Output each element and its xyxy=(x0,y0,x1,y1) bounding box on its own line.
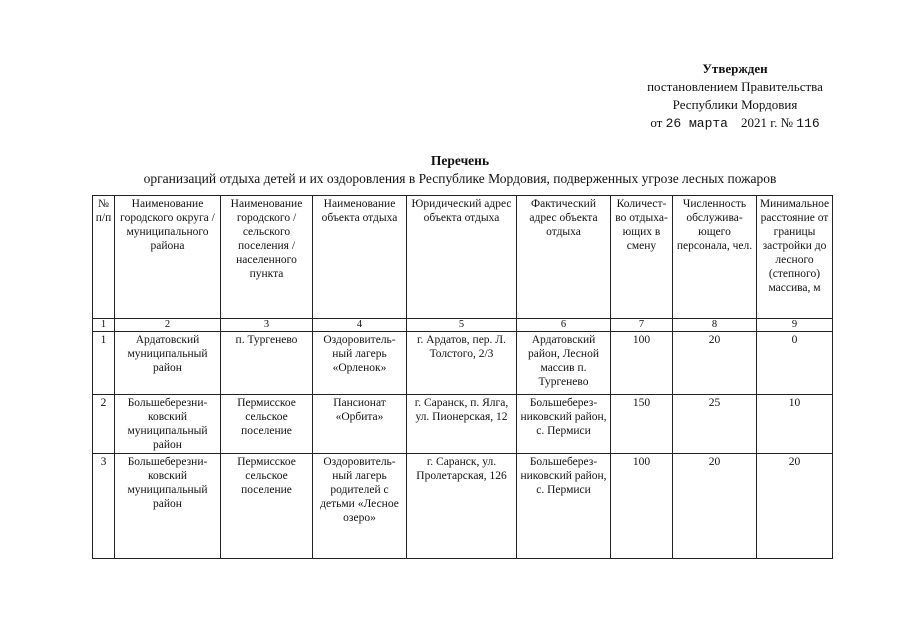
settlement-cell: Пермисское сельское поселение xyxy=(221,395,313,454)
settlement-cell: Пермисское сельское поселение xyxy=(221,454,313,559)
approval-line-2: Республики Мордовия xyxy=(672,97,798,112)
table-header-cell: Наименование городского округа / муниципального района xyxy=(115,196,221,319)
table-header-cell: Наименование городского / сельского поселения / населенного пункта xyxy=(221,196,313,319)
facility-name-cell: Пансионат «Орбита» xyxy=(313,395,407,454)
approval-date-line xyxy=(600,114,870,133)
actual-address-cell: Большеберез-никовский район, с. Пермиси xyxy=(517,454,611,559)
table-header-cell: Наименование объекта отдыха xyxy=(313,196,407,319)
staff-cell: 25 xyxy=(673,395,757,454)
table-header-cell: Количест-во отдыха-ющих в смену xyxy=(611,196,673,319)
column-number-row xyxy=(93,319,833,332)
approval-date-prefix: от xyxy=(650,115,663,130)
document-title: Перечень xyxy=(430,153,490,168)
column-number: 8 xyxy=(673,319,757,332)
approval-stamp xyxy=(600,60,870,133)
approval-date-day-month: 26 марта xyxy=(665,116,728,131)
table-header-cell: Фактический адрес объекта отдыха xyxy=(517,196,611,319)
document-title-block xyxy=(60,152,860,188)
table-row xyxy=(93,454,833,559)
column-number: 9 xyxy=(757,319,833,332)
staff-cell: 20 xyxy=(673,454,757,559)
distance-cell: 10 xyxy=(757,395,833,454)
table-header-cell: № п/п xyxy=(93,196,115,319)
approval-title: Утвержден xyxy=(702,61,768,76)
table-header-cell: Численность обслужива-ющего персонала, чел. xyxy=(673,196,757,319)
distance-cell: 0 xyxy=(757,332,833,395)
facility-name-cell: Оздоровитель-ный лагерь «Орленок» xyxy=(313,332,407,395)
column-number: 1 xyxy=(93,319,115,332)
column-number: 3 xyxy=(221,319,313,332)
row-number-cell: 3 xyxy=(93,454,115,559)
column-number: 4 xyxy=(313,319,407,332)
approval-line-1: постановлением Правительства xyxy=(647,79,823,94)
district-cell: Ардатовский муниципальный район xyxy=(115,332,221,395)
column-number: 5 xyxy=(407,319,517,332)
capacity-cell: 150 xyxy=(611,395,673,454)
approval-number: 116 xyxy=(796,116,820,131)
facility-name-cell: Оздоровитель-ный лагерь родителей с детьми «Лесное озеро» xyxy=(313,454,407,559)
column-number: 7 xyxy=(611,319,673,332)
column-number: 6 xyxy=(517,319,611,332)
column-number: 2 xyxy=(115,319,221,332)
document-subtitle: организаций отдыха детей и их оздоровления в Республике Мордовия, подверженных угрозе лесных пожаров xyxy=(143,171,777,186)
legal-address-cell: г. Ардатов, пер. Л. Толстого, 2/3 xyxy=(407,332,517,395)
district-cell: Большеберезни-ковский муниципальный район xyxy=(115,454,221,559)
legal-address-cell: г. Саранск, п. Ялга, ул. Пионерская, 12 xyxy=(407,395,517,454)
district-cell: Большеберезни-ковский муниципальный район xyxy=(115,395,221,454)
table-row xyxy=(93,332,833,395)
approval-date-year: 2021 г. № xyxy=(741,115,794,130)
legal-address-cell: г. Саранск, ул. Пролетарская, 126 xyxy=(407,454,517,559)
row-number-cell: 2 xyxy=(93,395,115,454)
table-header-cell: Юридический адрес объекта отдыха xyxy=(407,196,517,319)
row-number-cell: 1 xyxy=(93,332,115,395)
actual-address-cell: Большеберез-никовский район, с. Пермиси xyxy=(517,395,611,454)
settlement-cell: п. Тургенево xyxy=(221,332,313,395)
table-row xyxy=(93,395,833,454)
organizations-table xyxy=(92,195,833,559)
capacity-cell: 100 xyxy=(611,332,673,395)
capacity-cell: 100 xyxy=(611,454,673,559)
actual-address-cell: Ардатовский район, Лесной массив п. Тургенево xyxy=(517,332,611,395)
staff-cell: 20 xyxy=(673,332,757,395)
distance-cell: 20 xyxy=(757,454,833,559)
table-header-cell: Минимальное расстояние от границы застройки до лесного (степного) массива, м xyxy=(757,196,833,319)
table-header-row xyxy=(93,196,833,319)
